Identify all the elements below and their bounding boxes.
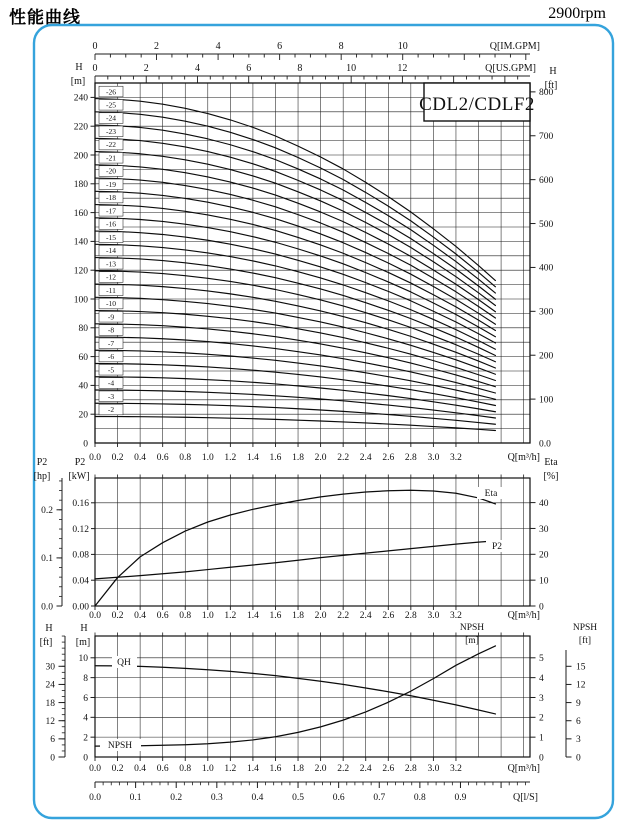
- svg-text:0.6: 0.6: [156, 611, 169, 621]
- svg-text:0: 0: [92, 41, 98, 52]
- svg-text:2.0: 2.0: [314, 611, 327, 621]
- svg-text:QH: QH: [117, 658, 131, 668]
- svg-text:Q[US.GPM]: Q[US.GPM]: [485, 63, 536, 74]
- svg-text:240: 240: [73, 93, 88, 104]
- svg-text:-6: -6: [107, 352, 115, 362]
- svg-text:1.8: 1.8: [292, 764, 304, 774]
- svg-text:300: 300: [539, 307, 554, 318]
- svg-text:[m]: [m]: [465, 636, 479, 646]
- svg-text:2.4: 2.4: [359, 611, 372, 621]
- svg-text:4: 4: [194, 63, 200, 74]
- svg-text:3.2: 3.2: [450, 611, 462, 621]
- svg-text:-24: -24: [106, 113, 116, 123]
- svg-text:3.0: 3.0: [427, 453, 440, 463]
- svg-text:P2: P2: [36, 457, 48, 468]
- svg-text:0.4: 0.4: [134, 611, 147, 621]
- svg-text:20: 20: [78, 410, 88, 421]
- svg-text:220: 220: [73, 122, 88, 133]
- svg-text:2.0: 2.0: [314, 764, 327, 774]
- svg-text:0.0: 0.0: [539, 439, 551, 450]
- svg-text:0.4: 0.4: [251, 793, 264, 803]
- svg-text:-17: -17: [106, 206, 116, 216]
- ls-axis: [89, 782, 538, 803]
- svg-text:2.8: 2.8: [404, 453, 417, 463]
- svg-text:-5: -5: [107, 365, 115, 375]
- svg-text:-20: -20: [106, 166, 116, 176]
- svg-text:-2: -2: [107, 405, 115, 415]
- svg-text:30: 30: [539, 524, 549, 535]
- svg-text:Eta: Eta: [484, 489, 498, 499]
- svg-text:-4: -4: [107, 378, 115, 388]
- svg-text:4: 4: [83, 713, 88, 724]
- page-title: 性能曲线: [9, 8, 81, 28]
- svg-text:40: 40: [539, 498, 549, 509]
- svg-text:-10: -10: [106, 299, 116, 309]
- svg-text:1.2: 1.2: [224, 453, 237, 463]
- svg-text:15: 15: [576, 662, 586, 673]
- svg-text:1.6: 1.6: [269, 764, 282, 774]
- svg-text:60: 60: [78, 352, 88, 363]
- svg-text:0.9: 0.9: [454, 793, 467, 803]
- svg-text:12: 12: [45, 717, 55, 728]
- svg-text:100: 100: [539, 395, 554, 406]
- svg-text:0.00: 0.00: [72, 602, 89, 613]
- svg-text:0.8: 0.8: [179, 611, 192, 621]
- svg-text:Q[IM.GPM]: Q[IM.GPM]: [489, 41, 540, 52]
- svg-text:0.0: 0.0: [89, 764, 101, 774]
- svg-text:H: H: [45, 623, 53, 634]
- svg-text:0.2: 0.2: [111, 453, 124, 463]
- svg-text:0.3: 0.3: [210, 793, 223, 803]
- svg-text:8: 8: [297, 63, 303, 74]
- svg-text:3: 3: [576, 735, 581, 746]
- rpm-label: 2900rpm: [548, 5, 606, 22]
- svg-text:Eta: Eta: [544, 457, 558, 468]
- svg-text:600: 600: [539, 175, 554, 186]
- svg-text:Q[m³/h]: Q[m³/h]: [507, 452, 540, 463]
- svg-text:0.0: 0.0: [89, 611, 101, 621]
- svg-text:0.0: 0.0: [89, 793, 101, 803]
- svg-text:2.2: 2.2: [337, 764, 350, 774]
- svg-text:1.0: 1.0: [201, 764, 214, 774]
- svg-text:[ft]: [ft]: [39, 637, 53, 648]
- svg-text:0.8: 0.8: [179, 764, 192, 774]
- svg-text:1.2: 1.2: [224, 764, 237, 774]
- svg-text:P2: P2: [74, 457, 86, 468]
- svg-text:-26: -26: [106, 87, 116, 97]
- svg-text:2.8: 2.8: [404, 764, 417, 774]
- svg-text:140: 140: [73, 237, 88, 248]
- svg-text:8: 8: [83, 673, 88, 684]
- svg-text:0.2: 0.2: [111, 611, 124, 621]
- power-eta-chart: [34, 457, 559, 621]
- svg-text:6: 6: [277, 41, 283, 52]
- svg-text:0: 0: [83, 753, 88, 764]
- svg-text:0: 0: [83, 439, 88, 450]
- svg-text:3.0: 3.0: [427, 764, 440, 774]
- svg-text:10: 10: [397, 41, 408, 52]
- svg-text:2.8: 2.8: [404, 611, 417, 621]
- svg-text:0.12: 0.12: [72, 524, 89, 535]
- svg-text:1.0: 1.0: [201, 453, 214, 463]
- svg-text:0.2: 0.2: [111, 764, 124, 774]
- svg-text:0: 0: [576, 753, 581, 764]
- svg-text:-8: -8: [107, 325, 115, 335]
- svg-text:180: 180: [73, 180, 88, 191]
- svg-text:CDL2/CDLF2: CDL2/CDLF2: [419, 94, 535, 115]
- svg-text:80: 80: [78, 324, 88, 335]
- svg-text:H: H: [80, 623, 88, 634]
- svg-text:1.8: 1.8: [292, 453, 304, 463]
- svg-text:P2: P2: [491, 542, 503, 552]
- svg-text:200: 200: [539, 351, 554, 362]
- svg-text:NPSH: NPSH: [572, 623, 598, 633]
- svg-text:3.2: 3.2: [450, 453, 462, 463]
- svg-text:NPSH: NPSH: [459, 623, 485, 633]
- svg-text:[%]: [%]: [543, 471, 559, 482]
- svg-text:10: 10: [346, 63, 357, 74]
- svg-text:[ft]: [ft]: [578, 636, 592, 646]
- svg-text:800: 800: [539, 88, 554, 99]
- svg-text:0.2: 0.2: [41, 506, 53, 517]
- svg-text:10: 10: [539, 576, 549, 587]
- svg-text:[m]: [m]: [75, 637, 91, 648]
- svg-text:8: 8: [338, 41, 344, 52]
- svg-text:-13: -13: [106, 259, 116, 269]
- svg-text:[hp]: [hp]: [33, 471, 51, 482]
- svg-text:0.2: 0.2: [170, 793, 183, 803]
- svg-text:-25: -25: [106, 100, 116, 110]
- model-box: [419, 83, 535, 121]
- svg-text:0.1: 0.1: [129, 793, 142, 803]
- svg-text:0.8: 0.8: [413, 793, 426, 803]
- svg-text:-3: -3: [107, 391, 115, 401]
- svg-text:1.8: 1.8: [292, 611, 304, 621]
- svg-text:2.4: 2.4: [359, 453, 372, 463]
- svg-text:NPSH: NPSH: [107, 741, 133, 751]
- svg-text:200: 200: [73, 151, 88, 162]
- svg-text:0.1: 0.1: [41, 554, 53, 565]
- svg-text:24: 24: [45, 680, 55, 691]
- svg-text:12: 12: [397, 63, 408, 74]
- svg-text:-18: -18: [106, 193, 116, 203]
- svg-text:Q[m³/h]: Q[m³/h]: [507, 763, 540, 774]
- top-gpm-axes: [93, 41, 541, 83]
- svg-text:1.6: 1.6: [269, 611, 282, 621]
- svg-text:10: 10: [78, 654, 88, 665]
- svg-text:6: 6: [83, 693, 88, 704]
- svg-text:[ft]: [ft]: [544, 80, 558, 91]
- svg-text:2: 2: [154, 41, 160, 52]
- svg-text:2: 2: [539, 713, 544, 724]
- svg-text:4: 4: [539, 673, 544, 684]
- svg-text:-12: -12: [106, 272, 116, 282]
- svg-text:-15: -15: [106, 232, 116, 242]
- svg-text:Q[l/S]: Q[l/S]: [513, 792, 538, 803]
- svg-text:6: 6: [576, 717, 581, 728]
- svg-text:1.4: 1.4: [246, 453, 259, 463]
- svg-text:2.4: 2.4: [359, 764, 372, 774]
- svg-text:-21: -21: [106, 153, 116, 163]
- svg-text:0: 0: [539, 753, 544, 764]
- svg-text:20: 20: [539, 550, 549, 561]
- svg-text:2: 2: [83, 733, 88, 744]
- svg-text:120: 120: [73, 266, 88, 277]
- svg-text:160: 160: [73, 208, 88, 219]
- svg-text:0.7: 0.7: [373, 793, 386, 803]
- svg-text:H: H: [549, 66, 557, 77]
- qh-npsh-chart: [40, 623, 598, 774]
- svg-text:4: 4: [215, 41, 221, 52]
- svg-text:-14: -14: [106, 246, 116, 256]
- svg-text:0.0: 0.0: [41, 602, 53, 613]
- svg-text:-9: -9: [107, 312, 115, 322]
- svg-text:0.5: 0.5: [292, 793, 304, 803]
- svg-text:6: 6: [50, 735, 55, 746]
- svg-text:1.0: 1.0: [201, 611, 214, 621]
- svg-text:3.2: 3.2: [450, 764, 462, 774]
- svg-text:2.6: 2.6: [382, 453, 395, 463]
- svg-text:40: 40: [78, 381, 88, 392]
- main-head-chart: [71, 62, 558, 463]
- svg-text:700: 700: [539, 132, 554, 143]
- svg-text:0.04: 0.04: [72, 576, 89, 587]
- svg-text:2.0: 2.0: [314, 453, 327, 463]
- svg-text:2.2: 2.2: [337, 453, 350, 463]
- svg-text:0.6: 0.6: [332, 793, 345, 803]
- svg-text:2.6: 2.6: [382, 764, 395, 774]
- svg-text:2.6: 2.6: [382, 611, 395, 621]
- svg-text:H: H: [75, 62, 83, 73]
- svg-text:-16: -16: [106, 219, 116, 229]
- svg-text:0.16: 0.16: [72, 499, 89, 510]
- svg-text:1.6: 1.6: [269, 453, 282, 463]
- svg-text:0.08: 0.08: [72, 550, 89, 561]
- svg-text:2.2: 2.2: [337, 611, 350, 621]
- svg-text:-19: -19: [106, 179, 116, 189]
- svg-text:6: 6: [246, 63, 252, 74]
- svg-text:9: 9: [576, 698, 581, 709]
- svg-text:5: 5: [539, 654, 544, 665]
- svg-text:500: 500: [539, 219, 554, 230]
- svg-text:3: 3: [539, 693, 544, 704]
- svg-text:[m]: [m]: [70, 76, 86, 87]
- svg-text:-7: -7: [107, 338, 115, 348]
- svg-text:12: 12: [576, 680, 586, 691]
- svg-text:30: 30: [45, 662, 55, 673]
- svg-text:1.2: 1.2: [224, 611, 237, 621]
- svg-text:3.0: 3.0: [427, 611, 440, 621]
- svg-text:0.6: 0.6: [156, 764, 169, 774]
- svg-text:0.8: 0.8: [179, 453, 192, 463]
- svg-text:0: 0: [92, 63, 98, 74]
- svg-text:0.6: 0.6: [156, 453, 169, 463]
- svg-text:400: 400: [539, 263, 554, 274]
- svg-text:-11: -11: [106, 285, 116, 295]
- svg-text:Q[m³/h]: Q[m³/h]: [507, 610, 540, 621]
- svg-text:0.4: 0.4: [134, 453, 147, 463]
- svg-text:1.4: 1.4: [246, 611, 259, 621]
- svg-text:0.0: 0.0: [89, 453, 101, 463]
- svg-text:[kW]: [kW]: [68, 471, 90, 482]
- svg-text:-23: -23: [106, 126, 116, 136]
- svg-text:18: 18: [45, 698, 55, 709]
- svg-text:0: 0: [50, 753, 55, 764]
- svg-text:-22: -22: [106, 140, 116, 150]
- svg-text:0: 0: [539, 602, 544, 613]
- svg-text:100: 100: [73, 295, 88, 306]
- svg-text:1.4: 1.4: [246, 764, 259, 774]
- svg-text:0.4: 0.4: [134, 764, 147, 774]
- svg-text:2: 2: [143, 63, 149, 74]
- svg-text:1: 1: [539, 733, 544, 744]
